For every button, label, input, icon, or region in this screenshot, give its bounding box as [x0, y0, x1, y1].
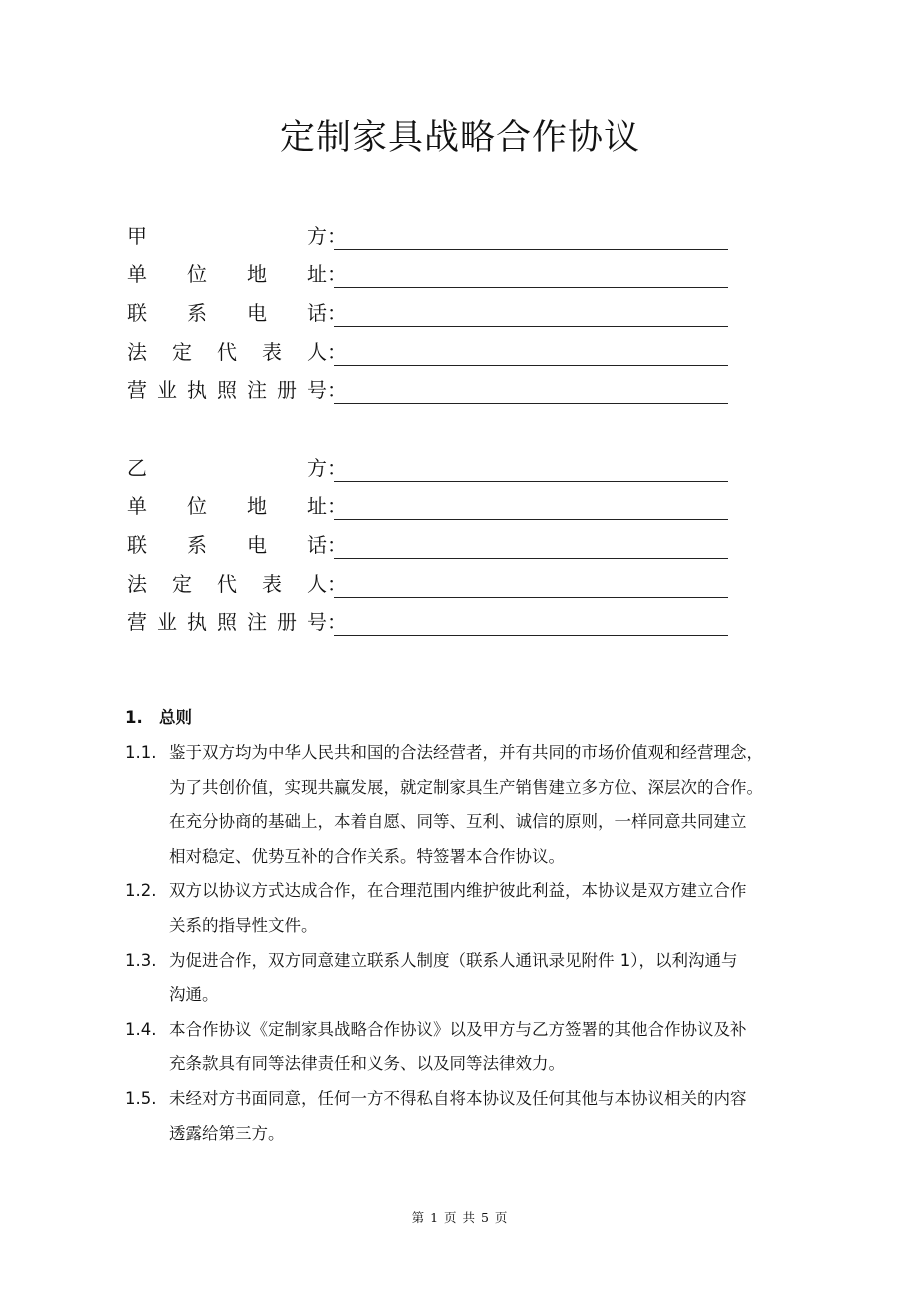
field-label-char: 联: [127, 301, 147, 326]
clause-text-line: 双方以协议方式达成合作，在合理范围内维护彼此利益，本协议是双方建立合作: [169, 881, 747, 901]
clause: [125, 736, 825, 874]
field-label-char: 册: [277, 378, 297, 403]
field-label-char: 地: [247, 262, 267, 287]
clause-number: 1.5.: [125, 1088, 157, 1108]
blank-fill-line[interactable]: [334, 534, 728, 559]
field-colon: ：: [327, 571, 347, 596]
clause-text-line: 未经对方书面同意，任何一方不得私自将本协议及任何其他与本协议相关的内容: [169, 1088, 747, 1108]
field-label: [127, 261, 327, 291]
clause-number: 1.2.: [125, 881, 157, 901]
field-label-char: 代: [217, 339, 237, 364]
field-label-char: 业: [157, 378, 177, 403]
party-a-field-row: [127, 214, 737, 253]
field-label-char: 地: [247, 494, 267, 519]
blank-fill-line[interactable]: [334, 457, 728, 482]
party-a-field-row: [127, 369, 737, 408]
field-label-char: 系: [187, 533, 207, 558]
section-title: 总则: [159, 708, 192, 727]
field-label-char: 人: [307, 571, 327, 596]
clause-text-line: 关系的指导性文件。: [169, 915, 318, 935]
clause-number: 1.3.: [125, 950, 157, 970]
clause-number: 1.4.: [125, 1019, 157, 1039]
clause-text: [169, 944, 825, 1013]
field-label-char: 单: [127, 262, 147, 287]
field-colon: ：: [327, 610, 347, 635]
field-label: [127, 532, 327, 562]
party-b-field-row: [127, 601, 737, 640]
field-label: [127, 571, 327, 601]
blank-fill-line[interactable]: [334, 379, 728, 404]
blank-fill-line[interactable]: [334, 225, 728, 250]
clause-text-line: 相对稳定、优势互补的合作关系。特签署本合作协议。: [169, 846, 565, 866]
field-label-char: 表: [262, 339, 282, 364]
field-label-char: 定: [172, 339, 192, 364]
party-b-field-row: [127, 562, 737, 601]
field-label: [127, 300, 327, 330]
field-label-char: 注: [247, 378, 267, 403]
clause: [125, 944, 825, 1013]
blank-fill-line[interactable]: [334, 611, 728, 636]
clause-text: [169, 1013, 825, 1082]
page-footer: 第 1 页 共 5 页: [411, 1210, 509, 1225]
clause-text-line: 沟通。: [169, 985, 219, 1005]
clause-text: [169, 874, 825, 943]
field-label-char: 系: [187, 301, 207, 326]
clause-text-line: 本合作协议《定制家具战略合作协议》以及甲方与乙方签署的其他合作协议及补: [169, 1019, 747, 1039]
field-label-char: 执: [187, 378, 207, 403]
blank-fill-line[interactable]: [334, 573, 728, 598]
party-b-block: [127, 446, 737, 639]
field-label-char: 定: [172, 571, 192, 596]
field-colon: ：: [327, 494, 347, 519]
field-label-char: 方: [307, 223, 327, 248]
field-label-char: 位: [187, 494, 207, 519]
field-label: [127, 493, 327, 523]
field-label-char: 联: [127, 533, 147, 558]
field-colon: ：: [327, 455, 347, 480]
field-label-char: 法: [127, 339, 147, 364]
field-label-char: 甲: [127, 223, 147, 248]
field-label-char: 表: [262, 571, 282, 596]
clause-number: 1.1.: [125, 743, 157, 762]
party-b-field-row: [127, 523, 737, 562]
field-colon: ：: [327, 301, 347, 326]
field-label: [127, 609, 327, 639]
field-colon: ：: [327, 262, 347, 287]
clause-text-line: 为了共创价值，实现共赢发展，就定制家具生产销售建立多方位、深层次的合作。: [169, 777, 763, 797]
clause-text-line: 为促进合作，双方同意建立联系人制度（联系人通讯录见附件 1），以利沟通与: [169, 950, 738, 970]
field-label-char: 单: [127, 494, 147, 519]
blank-fill-line[interactable]: [334, 341, 728, 366]
field-label-char: 乙: [127, 455, 147, 480]
clause-text-line: 透露给第三方。: [169, 1123, 285, 1143]
field-label-char: 方: [307, 455, 327, 480]
clause-list: [125, 736, 825, 1151]
field-label-char: 注: [247, 610, 267, 635]
field-label-char: 执: [187, 610, 207, 635]
field-colon: ：: [327, 339, 347, 364]
clause: [125, 1082, 825, 1151]
field-label-char: 电: [247, 301, 267, 326]
field-label: [127, 455, 327, 485]
field-label-char: 号: [307, 378, 327, 403]
field-colon: ：: [327, 223, 347, 248]
document-title: 定制家具战略合作协议: [279, 118, 640, 158]
party-b-field-row: [127, 446, 737, 485]
field-label-char: 法: [127, 571, 147, 596]
field-label-char: 话: [307, 301, 327, 326]
field-label-char: 照: [217, 378, 237, 403]
field-label-char: 位: [187, 262, 207, 287]
clause: [125, 1013, 825, 1082]
field-label-char: 址: [307, 262, 327, 287]
field-label: [127, 339, 327, 369]
field-label-char: 话: [307, 533, 327, 558]
field-label-char: 照: [217, 610, 237, 635]
blank-fill-line[interactable]: [334, 302, 728, 327]
field-label-char: 册: [277, 610, 297, 635]
section-number: 1.: [125, 708, 143, 727]
field-label-char: 人: [307, 339, 327, 364]
field-label: [127, 377, 327, 407]
blank-fill-line[interactable]: [334, 263, 728, 288]
field-label-char: 业: [157, 610, 177, 635]
section-heading: [125, 704, 192, 728]
party-b-field-row: [127, 485, 737, 524]
field-label-char: 电: [247, 533, 267, 558]
field-label-char: 址: [307, 494, 327, 519]
field-label: [127, 223, 327, 253]
clause-text-line: 鉴于双方均为中华人民共和国的合法经营者，并有共同的市场价值观和经营理念，: [169, 743, 763, 762]
clause-text-line: 在充分协商的基础上，本着自愿、同等、互利、诚信的原则，一样同意共同建立: [169, 812, 747, 832]
clause-text-line: 充条款具有同等法律责任和义务、以及同等法律效力。: [169, 1054, 565, 1074]
clause-text: [169, 1082, 825, 1151]
field-label-char: 营: [127, 610, 147, 635]
field-label-char: 号: [307, 610, 327, 635]
party-a-field-row: [127, 253, 737, 292]
field-label-char: 代: [217, 571, 237, 596]
field-colon: ：: [327, 378, 347, 403]
blank-fill-line[interactable]: [334, 495, 728, 520]
field-colon: ：: [327, 533, 347, 558]
party-a-field-row: [127, 291, 737, 330]
party-a-block: [127, 214, 737, 407]
field-label-char: 营: [127, 378, 147, 403]
clause: [125, 874, 825, 943]
party-a-field-row: [127, 330, 737, 369]
clause-text: [169, 736, 825, 874]
